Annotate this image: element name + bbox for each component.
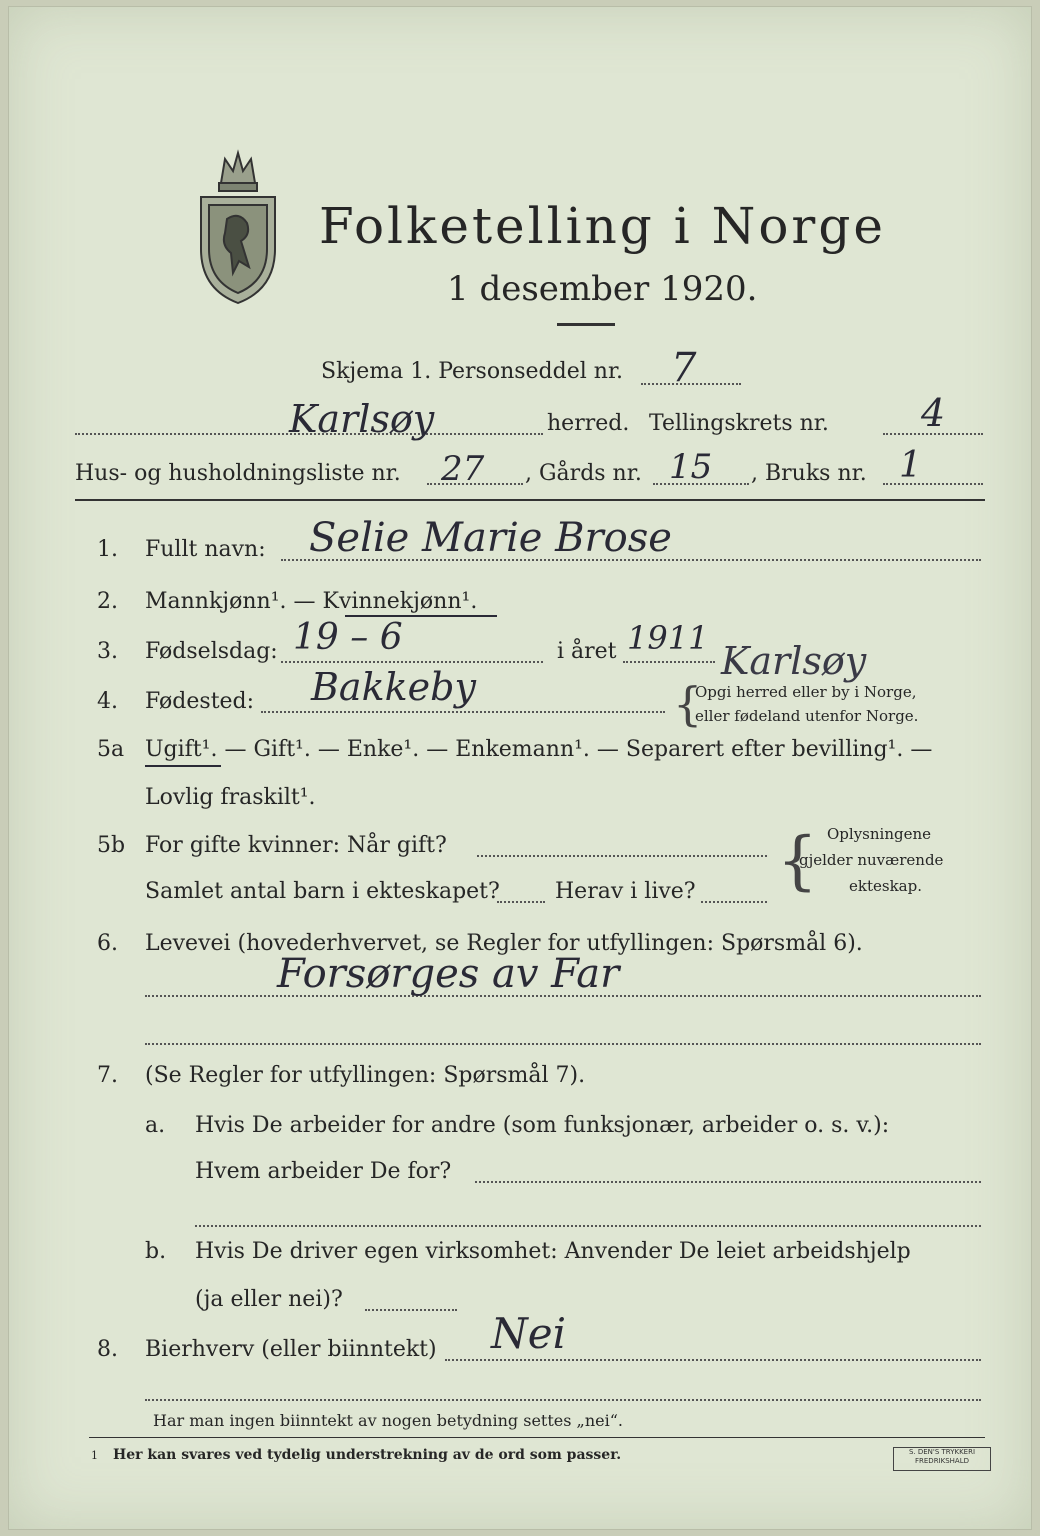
form-date: 1 desember 1920.	[447, 269, 758, 309]
footnote-number: 1	[91, 1449, 98, 1462]
q5b-label: For gifte kvinner: Når gift?	[145, 833, 447, 858]
q6-dotline-2	[145, 1043, 981, 1045]
q7a-label: Hvis De arbeider for andre (som funksjonær, arbeider o. s. v.):	[195, 1113, 890, 1138]
census-form-page	[8, 6, 1032, 1530]
q4-number: 4.	[97, 689, 118, 714]
q3-number: 3.	[97, 639, 118, 664]
footnote-text: Her kan svares ved tydelig understrekning av de ord som passer.	[113, 1447, 622, 1463]
q7a-label-2: Hvem arbeider De for?	[195, 1159, 452, 1184]
q4-note-2: eller fødeland utenfor Norge.	[695, 707, 919, 725]
q5b-note-2: gjelder nuværende	[799, 851, 944, 869]
q5b-note-1: Oplysningene	[827, 825, 932, 843]
q5a-label: Ugift¹. — Gift¹. — Enke¹. — Enkemann¹. — Separert efter bevilling¹. —	[145, 737, 933, 762]
side-income-value: Nei	[491, 1309, 567, 1358]
q7b-dotline	[365, 1309, 457, 1311]
q5a-label-2: Lovlig fraskilt¹.	[145, 785, 316, 810]
q3-dotline	[281, 661, 543, 663]
q6-label: Levevei (hovederhvervet, se Regler for utfyllingen: Spørsmål 6).	[145, 931, 863, 956]
q8-dotline-2	[145, 1399, 981, 1401]
q4-note-1: Opgi herred eller by i Norge,	[695, 683, 917, 701]
ugift-underline	[145, 765, 221, 767]
bruks-value: 1	[899, 445, 922, 486]
tellingskrets-value: 4	[921, 391, 946, 435]
q2-number: 2.	[97, 589, 118, 614]
occupation-value: Forsørges av Far	[277, 951, 620, 997]
skjema-label: Skjema 1. Personseddel nr.	[321, 359, 624, 384]
q3-year-label: i året	[557, 639, 617, 664]
q1-label: Fullt navn:	[145, 537, 266, 562]
bruks-label: , Bruks nr.	[751, 461, 867, 486]
q1-number: 1.	[97, 537, 118, 562]
instruction-text: Har man ingen biinntekt av nogen betydning settes „nei“.	[153, 1411, 623, 1430]
title-divider	[557, 323, 615, 326]
q5b-dotline-3	[701, 901, 767, 903]
q5b-label-3: Herav i live?	[555, 879, 696, 904]
husholdningsliste-value: 27	[441, 449, 485, 489]
q8-dotline	[445, 1359, 981, 1361]
q5b-dotline-2	[497, 901, 545, 903]
tellingskrets-label: Tellingskrets nr.	[649, 411, 829, 436]
q7-label: (Se Regler for utfyllingen: Spørsmål 7).	[145, 1063, 586, 1088]
q3-year-dotline	[623, 661, 715, 663]
header-rule	[75, 499, 985, 501]
form-title: Folketelling i Norge	[319, 197, 886, 255]
q4-dotline	[261, 711, 665, 713]
stamp-line-1: S. DEN'S TRYKKERI	[908, 1448, 976, 1456]
q5a-number: 5a	[97, 737, 125, 762]
q7b-number: b.	[145, 1239, 167, 1264]
q8-label: Bierhverv (eller biinntekt)	[145, 1337, 437, 1362]
q2-label: Mannkjønn¹. — Kvinnekjønn¹.	[145, 589, 478, 614]
q7b-label: Hvis De driver egen virksomhet: Anvender De leiet arbeidshjelp	[195, 1239, 911, 1264]
husholdningsliste-label: Hus- og husholdningsliste nr.	[75, 461, 401, 486]
printer-stamp	[893, 1447, 991, 1471]
q5b-brace: {	[777, 824, 818, 898]
q7b-label-2: (ja eller nei)?	[195, 1287, 343, 1312]
q7-number: 7.	[97, 1063, 118, 1088]
personseddel-number: 7	[671, 345, 697, 391]
bruks-dotline	[883, 483, 983, 485]
q6-number: 6.	[97, 931, 118, 956]
q4-brace: {	[673, 677, 703, 731]
q5b-label-2: Samlet antal barn i ekteskapet?	[145, 879, 500, 904]
q8-number: 8.	[97, 1337, 118, 1362]
q4-label: Fødested:	[145, 689, 255, 714]
q5b-number: 5b	[97, 833, 126, 858]
gards-value: 15	[669, 447, 713, 487]
birthplace-value: Bakkeby	[311, 665, 476, 709]
q7a-number: a.	[145, 1113, 166, 1138]
full-name-value: Selie Marie Brose	[309, 515, 672, 561]
gards-label: , Gårds nr.	[525, 461, 642, 486]
footer-rule	[89, 1437, 985, 1438]
coat-of-arms-icon	[191, 149, 285, 305]
herred-value: Karlsøy	[289, 397, 435, 441]
stamp-line-2: FREDRIKSHALD	[914, 1457, 969, 1465]
q7a-dotline-2	[195, 1225, 981, 1227]
herred-label: herred.	[547, 411, 630, 436]
q5b-note-3: ekteskap.	[849, 877, 922, 895]
birth-date-value: 19 – 6	[293, 617, 403, 658]
q7a-dotline-1	[475, 1181, 981, 1183]
birthplace-annotation: Karlsøy	[721, 639, 867, 683]
birth-year-value: 1911	[627, 619, 709, 657]
q3-label: Fødselsdag:	[145, 639, 278, 664]
q5b-dotline-1	[477, 855, 767, 857]
